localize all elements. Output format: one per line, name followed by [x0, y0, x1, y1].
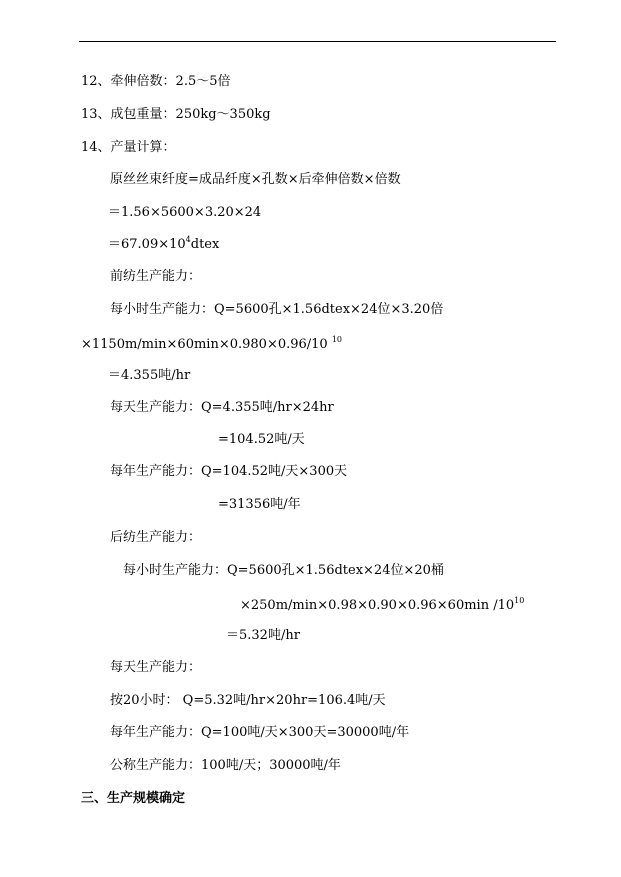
front-daily-result: =104.52吨/天 [218, 432, 305, 447]
tow-denier-formula: 原丝丝束纤度=成品纤度×孔数×后牵伸倍数×倍数 [110, 172, 401, 187]
front-spinning-heading: 前纺生产能力： [110, 269, 202, 284]
front-annual-result: =31356吨/年 [218, 497, 301, 512]
front-hourly-result: ＝4.355吨/hr [108, 368, 191, 383]
item-14-output-calc: 14、产量计算： [81, 140, 176, 155]
tow-denier-step-1: ＝1.56×5600×3.20×24 [108, 205, 262, 220]
front-hourly-formula: 每小时生产能力：Q=5600孔×1.56dtex×24位×3.20倍 [110, 302, 444, 317]
tow-denier-result: $=67.09\times 10^4dtex$ [108, 235, 220, 252]
item-13-bale-weight: 13、成包重量：250kg～350kg [81, 107, 271, 122]
nominal-capacity: 公称生产能力：100吨/天；30000吨/年 [110, 758, 341, 773]
back-annual: 每年生产能力：Q=100吨/天×300天=30000吨/年 [110, 725, 410, 740]
back-daily-20h: 按20小时： Q=5.32吨/hr×20hr=106.4吨/天 [110, 693, 386, 708]
back-hourly-formula: 每小时生产能力：Q=5600孔×1.56dtex×24位×20桶 [123, 563, 444, 578]
item-12-draft-ratio: 12、牵伸倍数：2.5～5倍 [81, 74, 231, 89]
header-rule [79, 41, 556, 42]
front-annual-formula: 每年生产能力：Q=104.52吨/天×300天 [110, 464, 348, 479]
back-spinning-heading: 后纺生产能力： [110, 530, 202, 545]
back-hourly-formula-cont: ×250m/min×0.98×0.90×0.96×60min $/10^{10}$ [240, 596, 525, 613]
front-hourly-formula-cont: ×1150m/min×60min×0.980×0.96/10 $^{10}$ [81, 335, 343, 352]
section-3-heading: 三、生产规模确定 [81, 791, 186, 806]
front-daily-formula: 每天生产能力：Q=4.355吨/hr×24hr [110, 400, 334, 415]
back-hourly-result: ＝5.32吨/hr [226, 628, 300, 643]
back-daily-heading: 每天生产能力： [110, 660, 202, 675]
